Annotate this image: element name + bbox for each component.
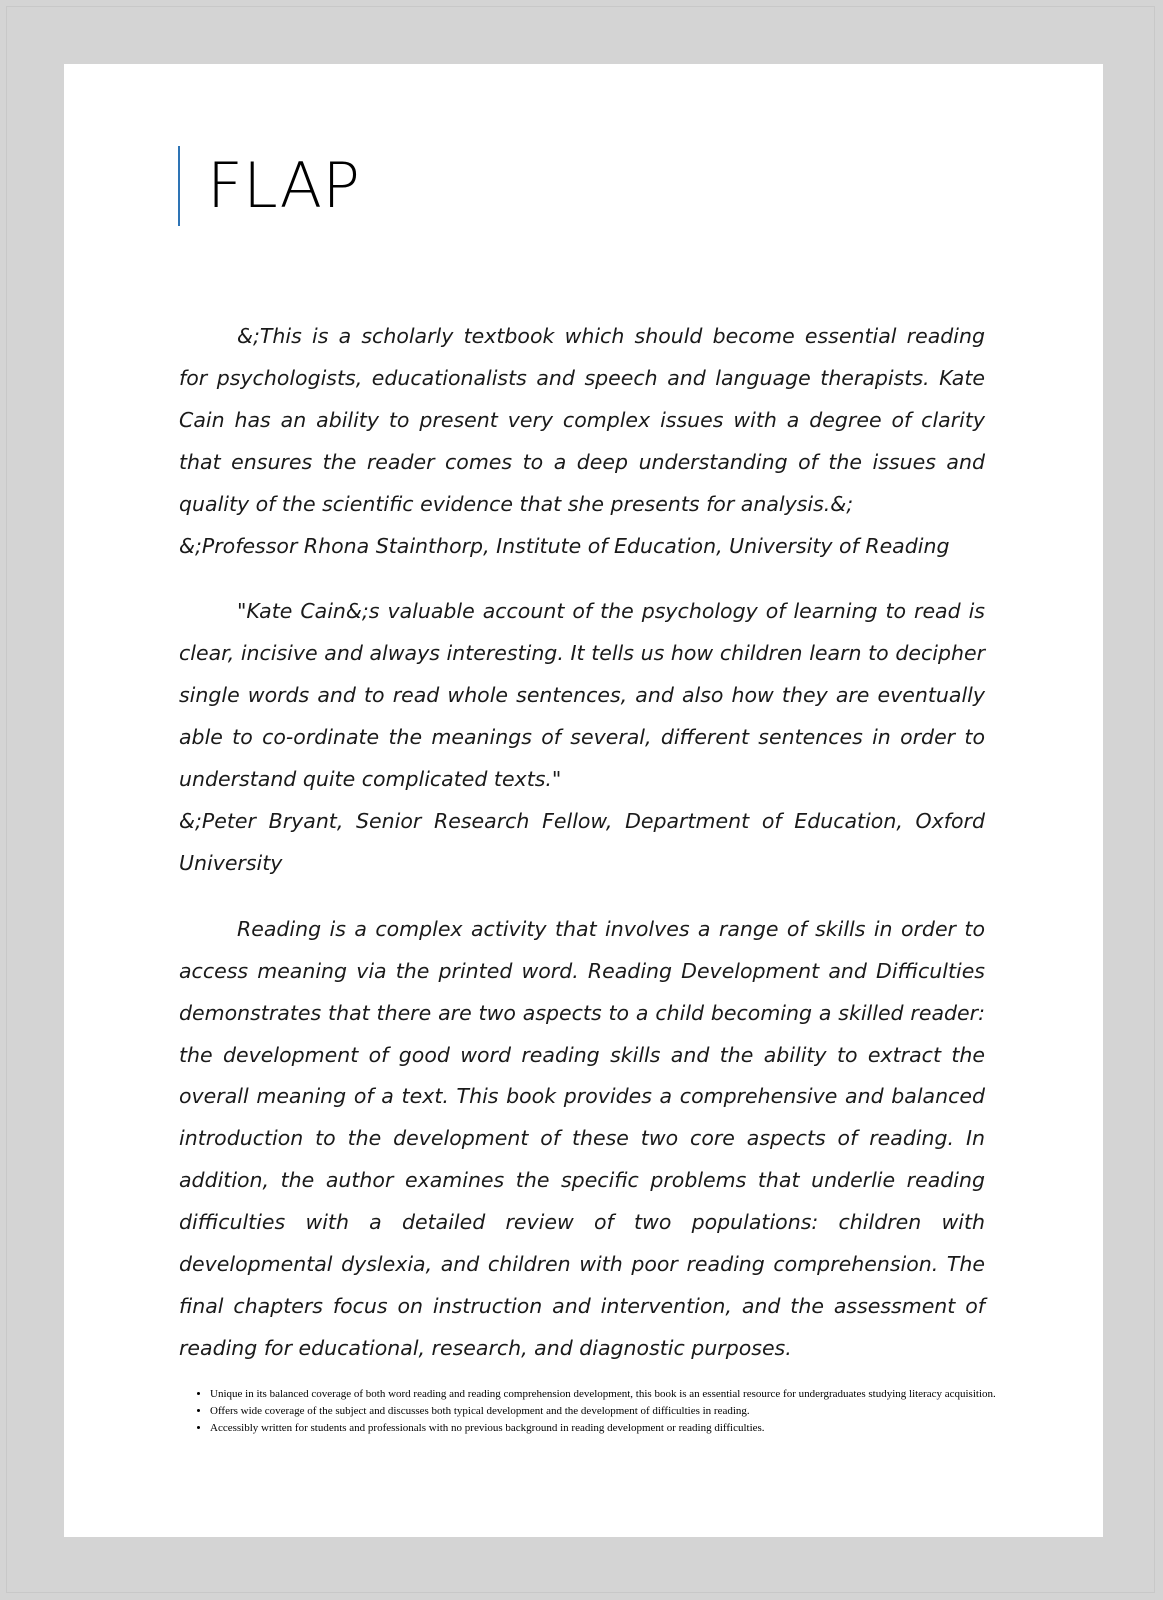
quote-2-attribution: &;Peter Bryant, Senior Research Fellow, Department of Education, Oxford University	[179, 808, 985, 875]
quote-1-text: &;This is a scholarly textbook which should become essential reading for psychologists, educationalists and speech and language therapists. Kate Cain has an ability to present very complex issues with a degree of clarity that ensures the reader comes to a deep understanding of the issues and quality of the scientific evidence that she presents for analysis.&;	[179, 324, 985, 516]
flap-body	[179, 316, 985, 1370]
title-block	[178, 146, 360, 226]
spacer	[179, 885, 985, 909]
book-description: Reading is a complex activity that involves a range of skills in order to access meaning via the printed word. Reading Development and Difficulties demonstrates that there are two aspects to a child becoming a skilled reader: the development of good word reading skills and the ability to extract the overall meaning of a text. This book provides a comprehensive and balanced introduction to the development of these two core aspects of reading. In addition, the author examines the specific problems that underlie reading difficulties with a detailed review of two populations: children with developmental dyslexia, and children with poor reading comprehension. The final chapters focus on instruction and intervention, and the assessment of reading for educational, research, and diagnostic purposes.	[179, 916, 985, 1360]
spacer	[179, 567, 985, 591]
feature-list	[190, 1386, 1000, 1437]
feature-item: • Accessibly written for students and professionals with no previous background in reading development or reading difficulties.	[210, 1420, 1000, 1437]
quote-1-attribution: &;Professor Rhona Stainthorp, Institute of Education, University of Reading	[179, 533, 950, 558]
page-title: FLAP	[207, 149, 361, 222]
document-page	[64, 64, 1103, 1537]
feature-item: • Offers wide coverage of the subject and discusses both typical development and the development of difficulties in reading.	[210, 1403, 1000, 1420]
quote-2-text: "Kate Cain&;s valuable account of the psychology of learning to read is clear, incisive and always interesting. It tells us how children learn to decipher single words and to read whole sentences, and also how they are eventually able to co-ordinate the meanings of several, different sentences in order to understand quite complicated texts."	[179, 599, 985, 792]
feature-item: • Unique in its balanced coverage of both word reading and reading comprehension development, this book is an essential resource for undergraduates studying literacy acquisition.	[210, 1386, 1000, 1403]
